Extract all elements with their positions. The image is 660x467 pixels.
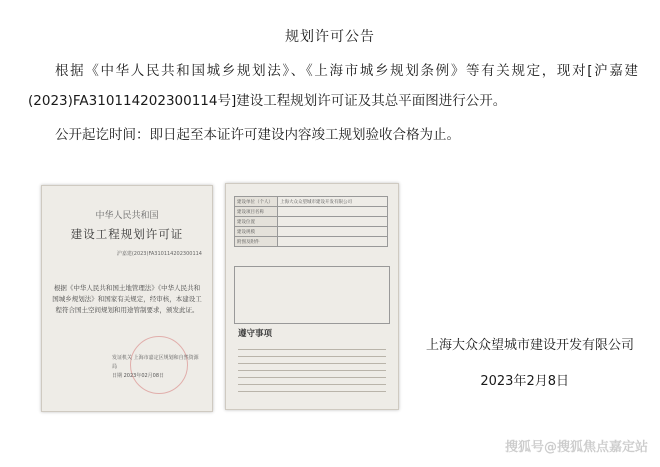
table-cell: 建设规模	[235, 227, 278, 237]
issuing-company: 上海大众众望城市建设开发有限公司	[425, 338, 634, 353]
certificate-country: 中华人民共和国	[95, 211, 159, 221]
appendix-notes-lines	[238, 349, 386, 398]
table-cell: 建设单位（个人）	[235, 197, 278, 207]
notice-date: 2023年2月8日	[480, 374, 569, 389]
notice-paragraph-basis: 根据《中华人民共和国城乡规划法》、《上海市城乡规划条例》等有关规定，现对[沪嘉建(2023)FA310114202300114号]建设工程规划许可证及其总平面图进行公开。	[28, 63, 638, 109]
certificate-title: 建设工程规划许可证	[70, 227, 184, 241]
certificate-body: 根据《中华人民共和国土地管理法》《中华人民共和国城乡规划法》和国家有关规定，经审核，本建设工程符合国土空间规划和用途管制要求，颁发此证。	[52, 284, 202, 314]
appendix-table	[234, 196, 388, 247]
table-row	[235, 197, 388, 207]
appendix-notes-title: 遵守事项	[238, 329, 273, 339]
table-cell	[278, 227, 388, 237]
table-row	[235, 237, 388, 247]
table-cell	[278, 217, 388, 227]
table-cell: 上海大众众望城市建设开发有限公司	[278, 197, 388, 207]
table-cell: 建设项目名称	[235, 207, 278, 217]
certificate-issuer: 发证机关 上海市嘉定区规划和自然资源局	[112, 355, 199, 370]
certificate-issue-date: 日期 2023年02月08日	[112, 373, 165, 379]
table-row	[235, 207, 388, 217]
certificate-number: 沪嘉建(2023)FA310114202300114	[116, 251, 202, 257]
permit-certificate-image	[41, 185, 213, 412]
watermark: 搜狐号@搜狐焦点嘉定站	[504, 440, 648, 455]
table-cell: 建设位置	[235, 217, 278, 227]
table-cell: 附图及附件	[235, 237, 278, 247]
table-cell	[278, 207, 388, 217]
table-cell	[278, 237, 388, 247]
table-row	[235, 227, 388, 237]
notice-title: 规划许可公告	[285, 29, 375, 45]
certificate-footer	[112, 354, 202, 381]
table-row	[235, 217, 388, 227]
notice-paragraph-period: 公开起讫时间：即日起至本证许可建设内容竣工规划验收合格为止。	[55, 127, 460, 143]
appendix-notes-box	[234, 266, 390, 324]
permit-appendix-image	[225, 183, 399, 410]
